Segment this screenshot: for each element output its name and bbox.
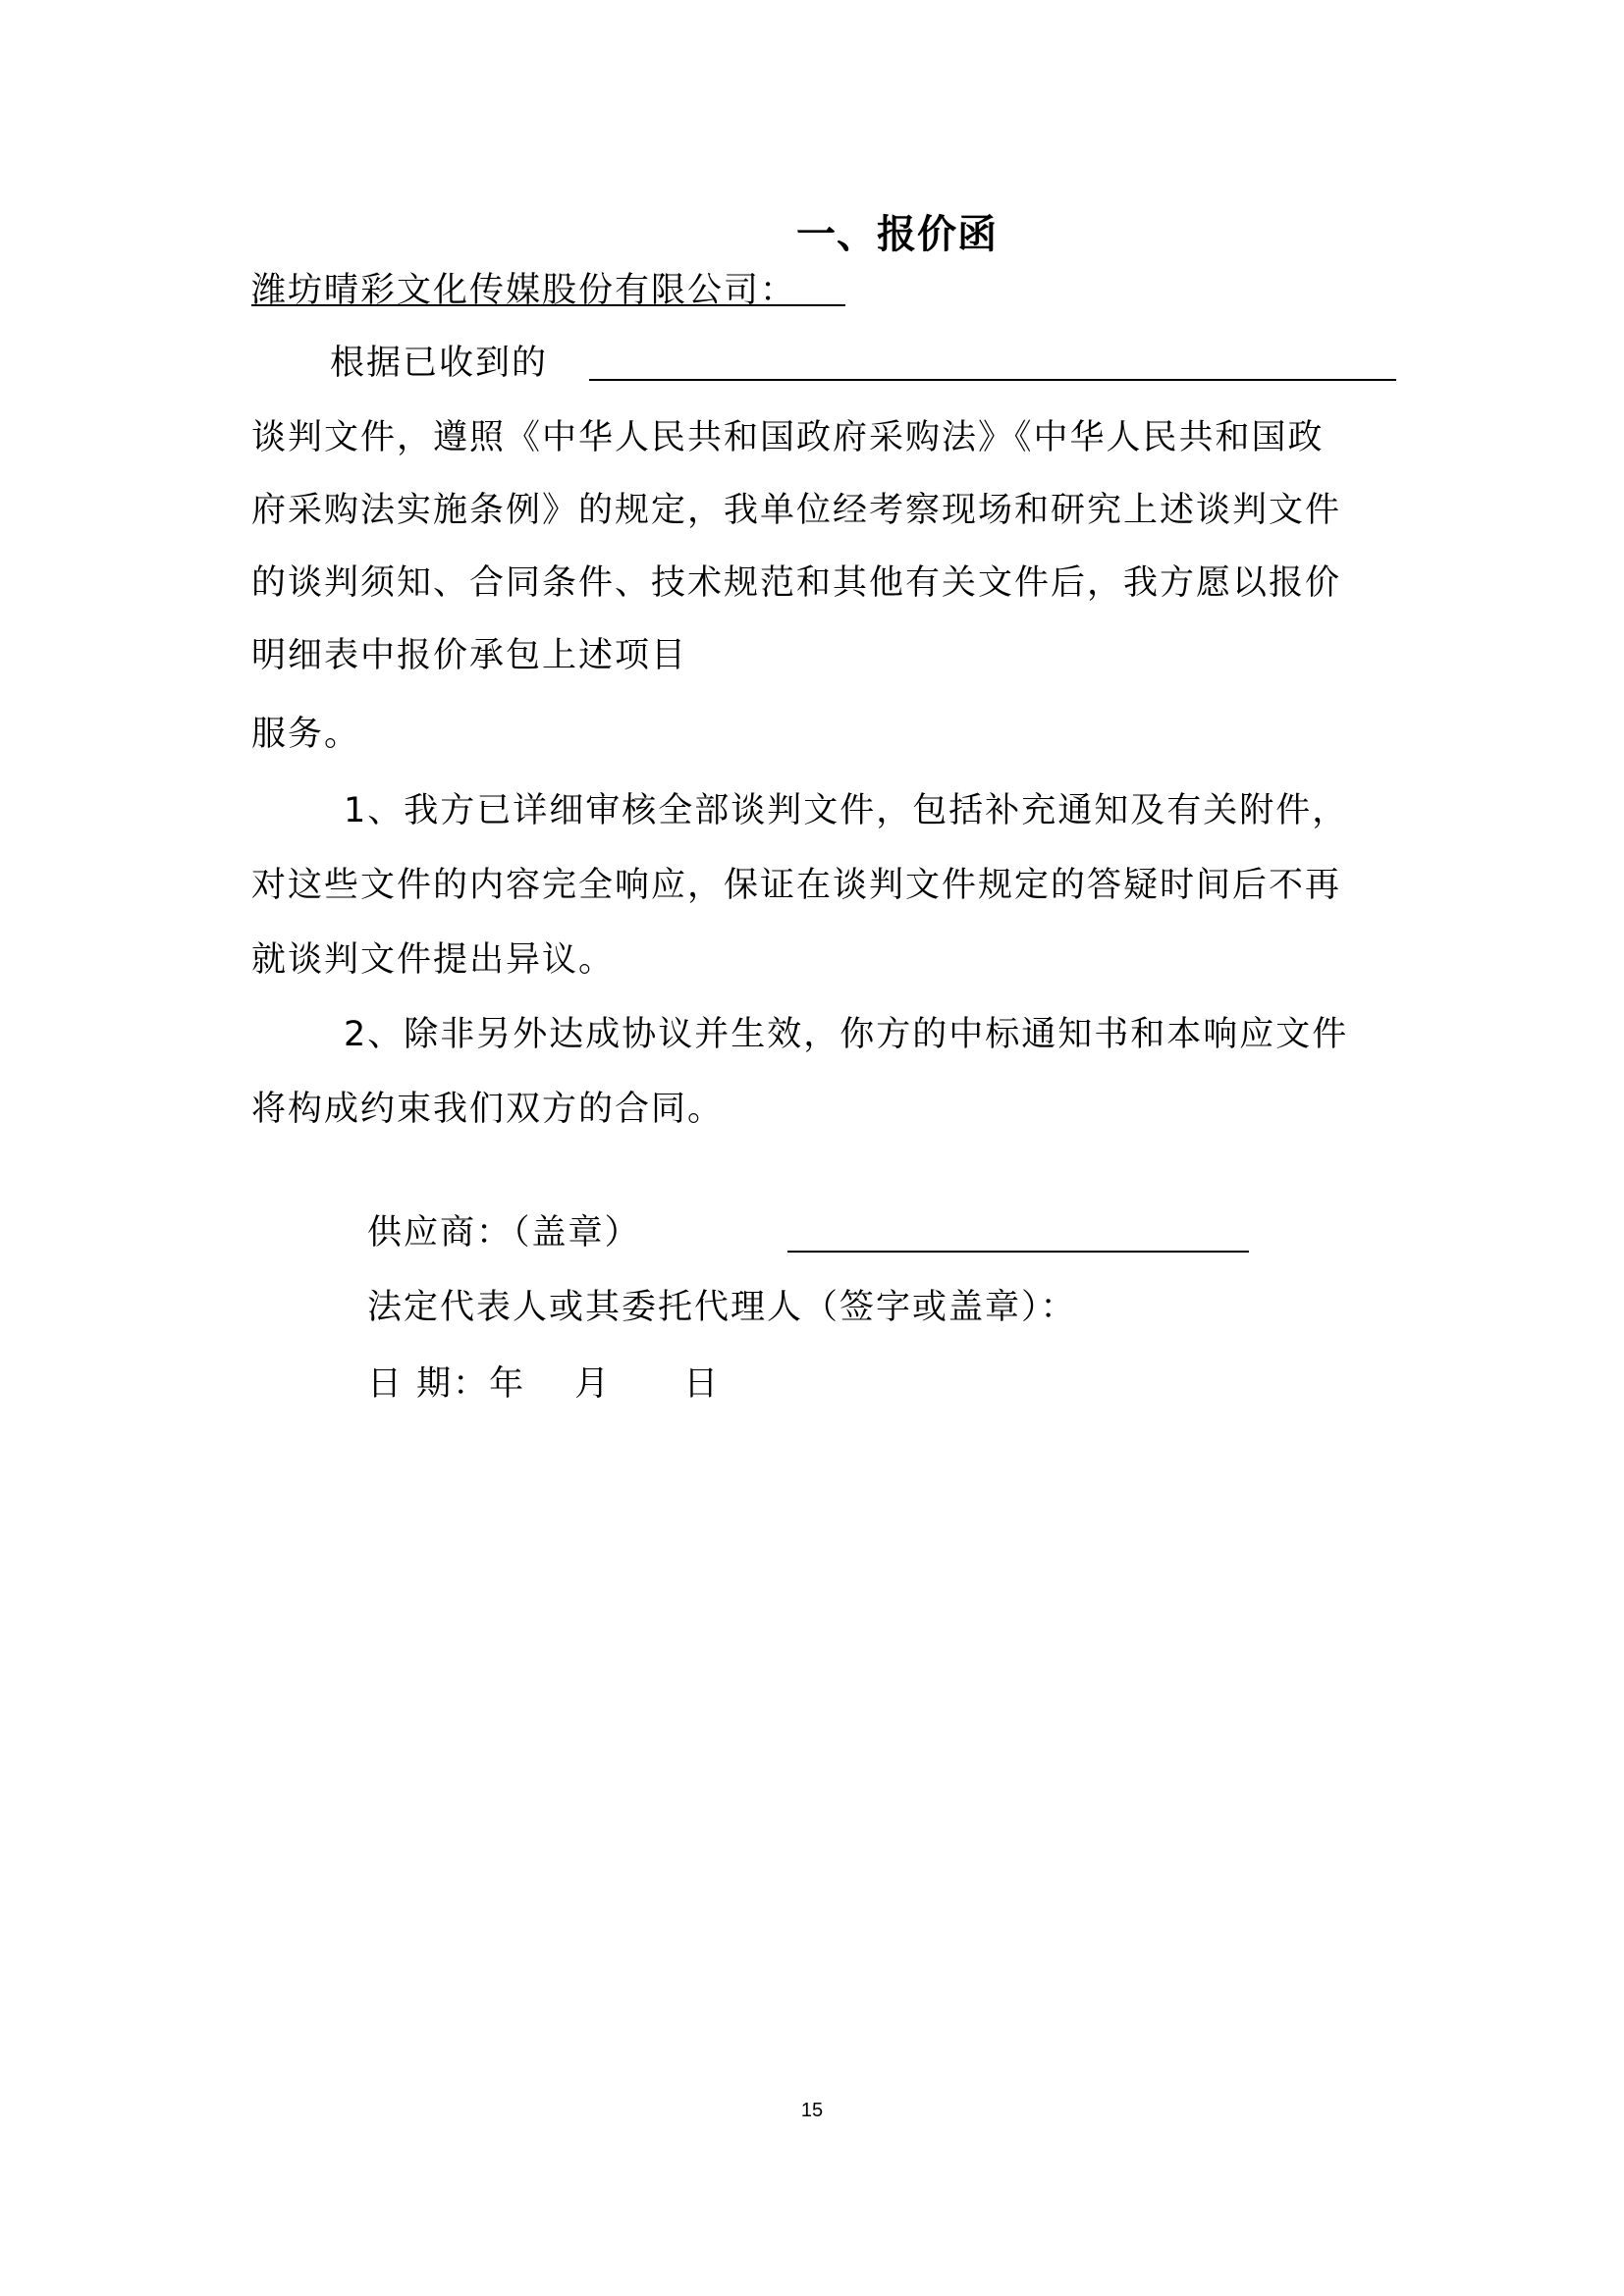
supplier-label: 供应商：（盖章）	[367, 1213, 641, 1253]
item1-line: 对这些文件的内容完全响应，保证在谈判文件规定的答疑时间后不再	[251, 866, 1342, 905]
item1-line: 1、我方已详细审核全部谈判文件，包括补充通知及有关附件，	[344, 791, 1349, 830]
date-label: 日 期：年 月 日	[367, 1364, 721, 1404]
supplier-signature-blank	[787, 1251, 1249, 1253]
paragraph1-line: 谈判文件，遵照《中华人民共和国政府采购法》《中华人民共和国政	[251, 418, 1325, 457]
item1-line: 就谈判文件提出异议。	[251, 940, 616, 980]
addressee: 潍坊晴彩文化传媒股份有限公司：	[251, 271, 797, 310]
item2-line: 2、除非另外达成协议并生效，你方的中标通知书和本响应文件	[344, 1015, 1349, 1054]
page-number: 15	[800, 2100, 824, 2121]
paragraph1-line: 府采购法实施条例》的规定，我单位经考察现场和研究上述谈判文件	[251, 491, 1342, 530]
addressee-underline	[251, 304, 845, 306]
paragraph1-line: 服务。	[251, 715, 361, 754]
item2-line: 将构成约束我们双方的合同。	[251, 1090, 725, 1129]
page-title: 一、报价函	[796, 212, 998, 257]
representative-label: 法定代表人或其委托代理人（签字或盖章）：	[367, 1288, 1077, 1327]
paragraph1-line: 的谈判须知、合同条件、技术规范和其他有关文件后，我方愿以报价	[251, 563, 1342, 603]
paragraph1-line: 明细表中报价承包上述项目	[251, 636, 688, 675]
intro-prefix: 根据已收到的	[330, 344, 549, 383]
project-name-blank	[589, 379, 1396, 381]
